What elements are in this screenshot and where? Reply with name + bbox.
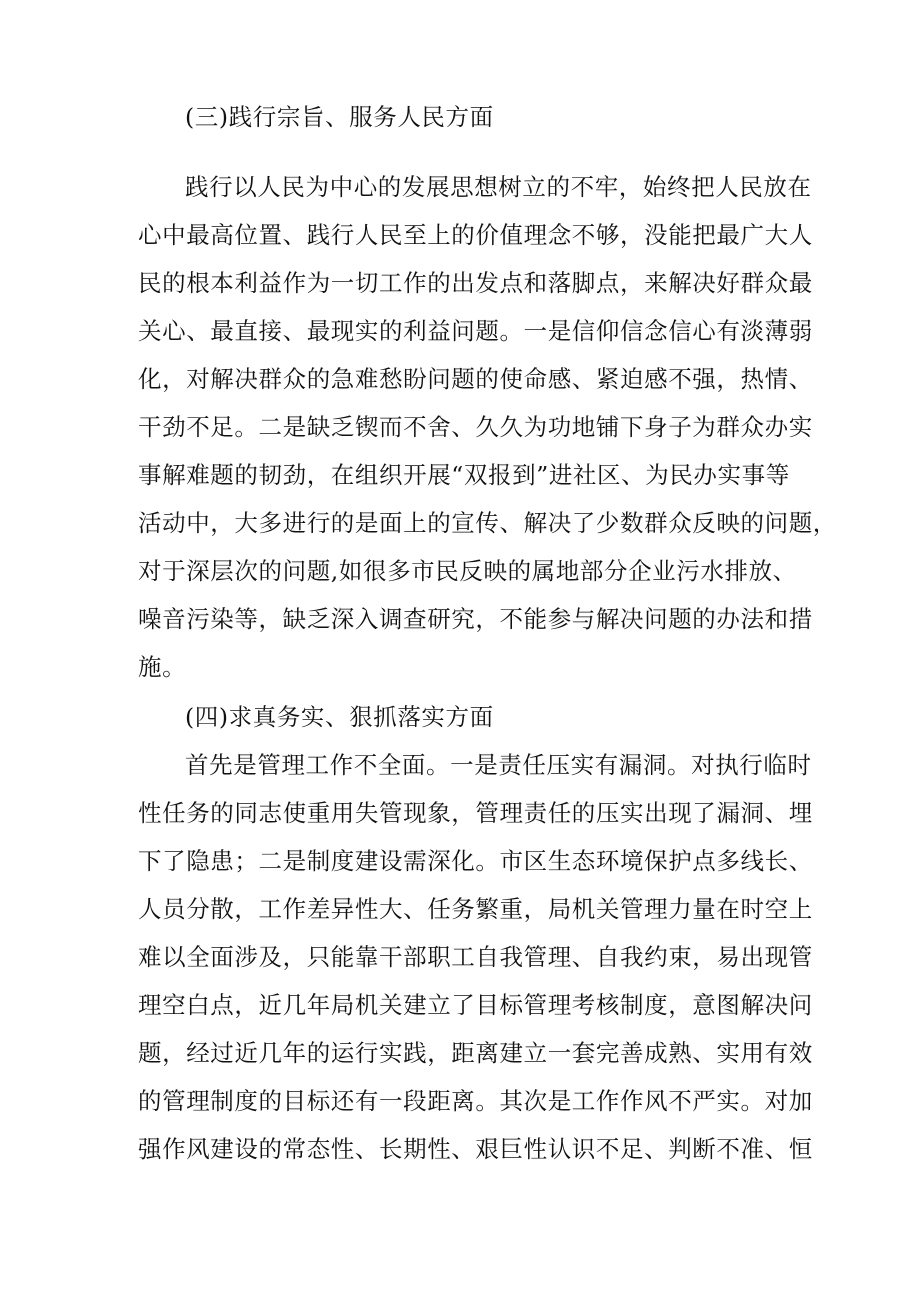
paragraph-line: 关心、最直接、最现实的利益问题。一是信仰信念信心有淡薄弱 <box>138 317 813 345</box>
paragraph-line: 噪音污染等，缺乏深入调查研究，不能参与解决问题的办法和措 <box>138 605 813 633</box>
paragraph-line: 民的根本利益作为一切工作的出发点和落脚点，来解决好群众最 <box>138 269 813 297</box>
paragraph-line: 理空白点，近几年局机关建立了目标管理考核制度，意图解决问 <box>138 991 813 1019</box>
paragraph-line: 性任务的同志使重用失管现象，管理责任的压实出现了漏洞、埋 <box>138 799 813 827</box>
paragraph-line: 下了隐患；二是制度建设需深化。市区生态环境保护点多线长、 <box>138 847 813 875</box>
paragraph-line: 首先是管理工作不全面。一是责任压实有漏洞。对执行临时 <box>185 751 812 779</box>
paragraph-line: 人员分散，工作差异性大、任务繁重，局机关管理力量在时空上 <box>138 895 813 923</box>
paragraph-line: 强作风建设的常态性、长期性、艰巨性认识不足、判断不准、恒 <box>138 1135 813 1163</box>
paragraph-line: 题，经过近几年的运行实践，距离建立一套完善成熟、实用有效 <box>138 1039 813 1067</box>
paragraph-line: 事解难题的韧劲，在组织开展“双报到”进社区、为民办实事等 <box>138 461 790 489</box>
paragraph-line: 化，对解决群众的急难愁盼问题的使命感、紧迫感不强，热情、 <box>138 365 813 393</box>
paragraph-line: 践行以人民为中心的发展思想树立的不牢，始终把人民放在 <box>185 173 812 201</box>
paragraph-line: 的管理制度的目标还有一段距离。其次是工作作风不严实。对加 <box>138 1087 813 1115</box>
section-heading-3: (三)践行宗旨、服务人民方面 <box>185 103 494 131</box>
paragraph-line: 心中最高位置、践行人民至上的价值理念不够，没能把最广大人 <box>138 221 813 249</box>
paragraph-line: 对于深层次的问题,如很多市民反映的属地部分企业污水排放、 <box>138 557 797 585</box>
paragraph-line: 干劲不足。二是缺乏锲而不舍、久久为功地铺下身子为群众办实 <box>138 413 813 441</box>
paragraph-line: 施。 <box>138 653 187 681</box>
paragraph-line: 难以全面涉及，只能靠干部职工自我管理、自我约束，易出现管 <box>138 943 813 971</box>
section-heading-4: (四)求真务实、狠抓落实方面 <box>185 703 494 731</box>
paragraph-line: 活动中，大多进行的是面上的宣传、解决了少数群众反映的问题， <box>138 509 837 537</box>
